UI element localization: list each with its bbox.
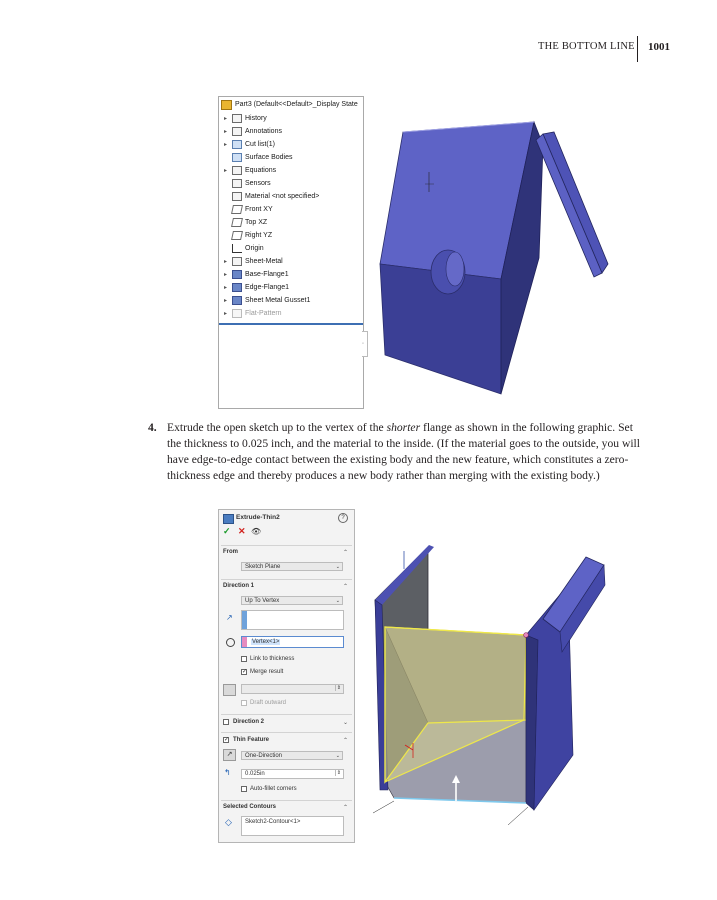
equations-icon [232, 166, 242, 175]
flat-pattern-icon [232, 309, 242, 318]
expand-arrow-icon[interactable]: ▸ [223, 115, 227, 122]
thickness-icon: ↰ [224, 768, 231, 777]
auto-fillet-label: Auto-fillet corners [250, 786, 297, 792]
tree-item-right-plane[interactable]: Right YZ [221, 229, 272, 241]
gusset-icon [232, 296, 242, 305]
extrude-feature-icon [223, 514, 234, 524]
contours-selection-box[interactable]: Sketch2-Contour<1> [241, 816, 344, 836]
step-paragraph [148, 420, 648, 484]
vertex-icon [226, 638, 235, 647]
tree-item-sheet-metal[interactable]: ▸ Sheet-Metal [221, 255, 283, 267]
extrude-property-manager [218, 509, 355, 843]
vertex-selection-box[interactable]: Vertex<1> [241, 636, 344, 648]
expand-arrow-icon[interactable]: ▸ [223, 284, 227, 291]
draft-outward-label: Draft outward [250, 700, 287, 706]
direction-selection-box[interactable] [241, 610, 344, 630]
thickness-field[interactable]: 0.025in ⇕ [241, 769, 344, 779]
thin-type-select[interactable]: One-Direction ⌄ [241, 751, 343, 760]
tree-item-sensors[interactable]: Sensors [221, 177, 271, 189]
part-icon [221, 100, 232, 110]
merge-result-label: Merge result [250, 669, 284, 675]
edge-flange-icon [232, 283, 242, 292]
step-number: 4. [148, 421, 157, 434]
model-view-box-closed [378, 112, 618, 400]
cancel-icon[interactable]: ✕ [238, 526, 246, 536]
merge-result-checkbox[interactable]: ✓ [242, 669, 248, 675]
tree-item-base-flange[interactable]: ▸ Base-Flange1 [221, 268, 289, 280]
tree-item-cut-list[interactable]: ▸ Cut list(1) [221, 138, 275, 150]
panel-resize-handle[interactable]: ◦ [362, 331, 368, 357]
sensors-icon [232, 179, 242, 188]
thin-feature-heading[interactable]: Thin Feature [233, 737, 270, 743]
tree-root-label: Part3 (Default<<Default>_Display State [235, 101, 358, 108]
model-view-box-open [368, 545, 608, 825]
tree-item-top-plane[interactable]: Top XZ [221, 216, 267, 228]
history-icon [232, 114, 242, 123]
direction2-checkbox[interactable] [223, 719, 229, 725]
plane-icon [231, 218, 243, 227]
header-divider [637, 36, 638, 62]
draft-angle-field[interactable]: ⇕ [241, 684, 344, 694]
cut-list-icon [232, 140, 242, 149]
tree-item-history[interactable]: ▸ History [221, 112, 267, 124]
expand-arrow-icon[interactable]: ▸ [223, 141, 227, 148]
draft-outward-checkbox[interactable] [241, 700, 247, 706]
link-to-thickness-checkbox[interactable] [241, 656, 247, 662]
tree-item-gusset[interactable]: ▸ Sheet Metal Gusset1 [221, 294, 310, 306]
plane-icon [231, 231, 243, 240]
expand-arrow-icon[interactable]: ▸ [223, 297, 227, 304]
tree-item-origin[interactable]: Origin [221, 242, 264, 254]
page-number: 1001 [648, 41, 670, 53]
tree-item-surface-bodies[interactable]: Surface Bodies [221, 151, 292, 163]
help-icon[interactable]: ? [338, 513, 348, 523]
plane-icon [231, 205, 243, 214]
collapse-chevron-icon[interactable]: ⌃ [342, 584, 348, 590]
tree-item-annotations[interactable]: ▸ Annotations [221, 125, 282, 137]
collapse-chevron-icon[interactable]: ⌃ [342, 738, 348, 744]
draft-icon[interactable] [223, 684, 236, 696]
preview-eye-icon[interactable]: 👁 [251, 527, 262, 536]
expand-arrow-icon[interactable]: ▸ [223, 128, 227, 135]
contour-icon: ◇ [225, 817, 232, 827]
auto-fillet-checkbox[interactable] [241, 786, 247, 792]
feature-manager-tree [218, 96, 364, 409]
thin-feature-checkbox[interactable]: ✓ [224, 737, 230, 743]
step-text-emphasis: shorter [386, 421, 421, 434]
collapse-chevron-icon[interactable]: ⌃ [342, 805, 348, 811]
step-text-end: flange as shown in the following graphic. Set the thickness to 0.025 inch, and the material to the inside. (If the material goes to the outside, you will have edge-to-edge contact between the existing body and the new feature, which constitutes a zero-thickness edge and thereby produces a new body rather than merging with the existing body.) [167, 421, 640, 482]
origin-icon [232, 244, 242, 253]
tree-item-front-plane[interactable]: Front XY [221, 203, 273, 215]
tree-item-flat-pattern[interactable]: ▸ Flat-Pattern [221, 307, 282, 319]
material-icon [232, 192, 242, 201]
ok-icon[interactable]: ✓ [223, 526, 231, 536]
tree-item-edge-flange[interactable]: ▸ Edge-Flange1 [221, 281, 289, 293]
running-title: THE BOTTOM LINE [538, 41, 635, 52]
expand-chevron-icon[interactable]: ⌄ [342, 720, 348, 726]
expand-arrow-icon[interactable]: ▸ [223, 258, 227, 265]
end-condition-select[interactable]: Up To Vertex ⌄ [241, 596, 343, 605]
expand-arrow-icon[interactable]: ▸ [223, 167, 227, 174]
direction2-heading[interactable]: Direction 2 [233, 719, 265, 725]
from-select[interactable]: Sketch Plane ⌄ [241, 562, 343, 571]
step-text-start: Extrude the open sketch up to the vertex of the [167, 421, 387, 434]
pm-title: Extrude-Thin2 [236, 514, 280, 521]
selected-contours-heading[interactable]: Selected Contours [223, 804, 277, 810]
tree-item-equations[interactable]: ▸ Equations [221, 164, 276, 176]
direction1-heading[interactable]: Direction 1 [223, 583, 255, 589]
expand-arrow-icon[interactable]: ▸ [223, 271, 227, 278]
link-to-thickness-label: Link to thickness [250, 656, 295, 662]
base-flange-icon [232, 270, 242, 279]
from-heading[interactable]: From [223, 549, 238, 555]
collapse-chevron-icon[interactable]: ⌃ [342, 550, 348, 556]
annotations-icon [232, 127, 242, 136]
rollback-bar[interactable] [219, 323, 363, 325]
reverse-direction-icon[interactable]: ↗ [223, 749, 236, 761]
surface-bodies-icon [232, 153, 242, 162]
sheet-metal-icon [232, 257, 242, 266]
tree-item-material[interactable]: Material <not specified> [221, 190, 319, 202]
direction-arrow-icon[interactable]: ↗ [226, 613, 233, 622]
expand-arrow-icon[interactable]: ▸ [223, 310, 227, 317]
tree-root-row[interactable] [221, 99, 362, 110]
